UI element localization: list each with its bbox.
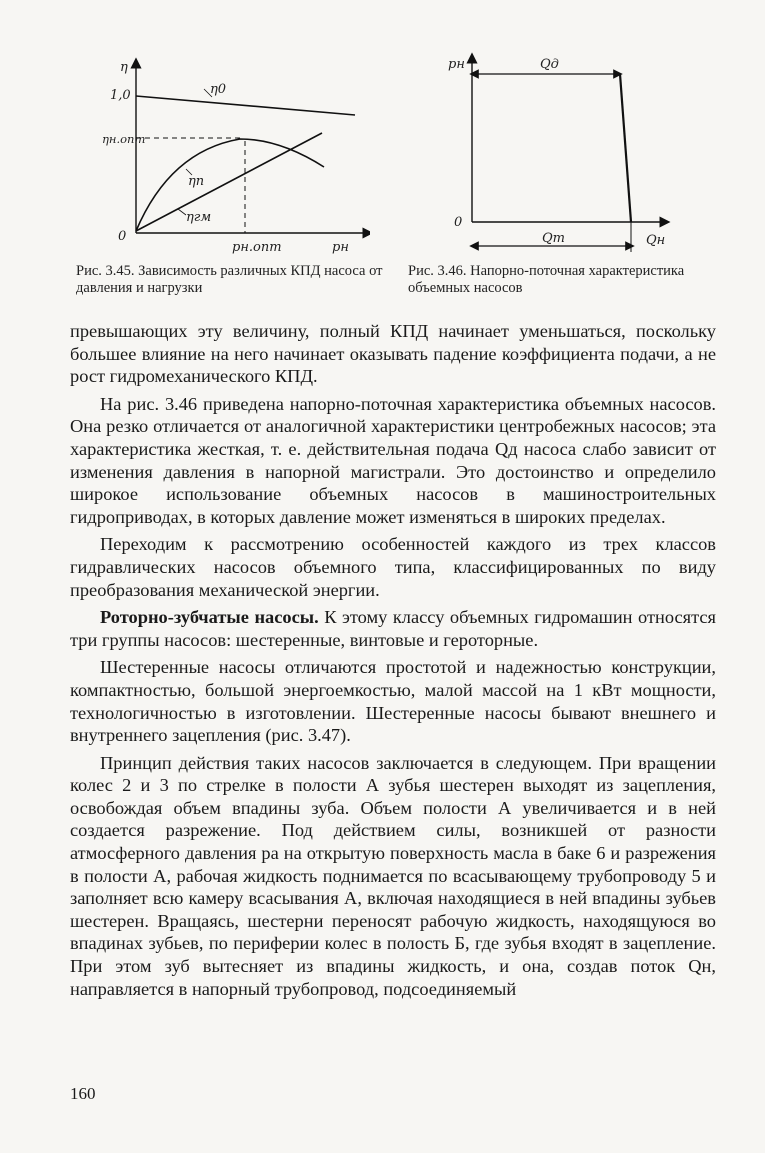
section-heading: Роторно-зубчатые насосы. <box>100 607 319 628</box>
paragraph: Переходим к рассмотрению особенностей каждого из трех классов гидравлических насосов объемного типа, классифицированных по виду преобразования механической энергии. <box>70 534 716 600</box>
tick-p-opt: pн.опт <box>232 240 282 255</box>
label-qd: Qд <box>540 57 559 72</box>
label-qt: Qт <box>542 231 565 246</box>
page-number: 160 <box>70 1084 96 1103</box>
curve-eta0 <box>136 96 355 115</box>
label-eta0: η0 <box>210 82 227 97</box>
y-axis-label: η <box>120 60 128 75</box>
paragraph: Принцип действия таких насосов заключается в следующем. При вращении колес 2 и 3 по стрелке в полости А зубья шестерен выходят из зацепления, освобождая объем впадины зуба. Объем полости А увеличивается и в ней создается разрежение. Под действием силы, возникшей от разности атмосферного давления pа на открытую поверхность масла в баке 6 и разрежения в полости А, рабочая жидкость поднимается по всасывающему трубопроводу 5 и заполняет всю камеру всасывания А, включая находящиеся в ней впадины зубьев шестерен. Вращаясь, шестерни переносят рабочую жидкость, находящуюся во впадинах зубьев, по периферии колес в полость Б, где зубья входят в зацепление. При этом зуб вытесняет из впадины жидкость, и она, создав поток Qн, направляется в напорный трубопровод, подсоединяемый <box>70 752 716 999</box>
origin: 0 <box>118 229 127 244</box>
x-axis-label: pн <box>332 240 349 255</box>
figure-3-46 <box>440 50 680 265</box>
efficiency-chart <box>100 55 370 260</box>
characteristic-line <box>620 74 631 222</box>
paragraph: Роторно-зубчатые насосы. К этому классу объемных гидромашин относятся три группы насосов: шестеренные, винтовые и героторные. <box>70 607 716 650</box>
figure-3-45 <box>100 55 370 260</box>
body-text <box>70 320 716 1000</box>
figure-3-46-caption: Рис. 3.46. Напорно-поточная характеристика объемных насосов <box>408 263 685 296</box>
label-etan: ηп <box>188 174 205 189</box>
paragraph: На рис. 3.46 приведена напорно-поточная характеристика объемных насосов. Она резко отличается от аналогичной характеристики центробежных насосов; эта характеристика жесткая, т. е. действительная подача Qд насоса слабо зависит от изменения давления в напорной магистрали. Это достоинство и определило широкое использование объемных насосов в машиностроительных гидроприводах, в которых давление может изменяться в широких пределах. <box>70 393 716 527</box>
figure-3-45-caption: Рис. 3.45. Зависимость различных КПД насоса от давления и нагрузки <box>76 263 383 296</box>
flow-pressure-chart <box>440 50 680 265</box>
tick-eta-opt: ηн.опт <box>102 132 146 146</box>
origin: 0 <box>454 215 463 230</box>
x-axis-label: Qн <box>646 233 666 248</box>
label-etagm: ηгм <box>186 210 212 225</box>
tick-one: 1,0 <box>110 88 131 103</box>
paragraph: Шестеренные насосы отличаются простотой и надежностью конструкции, компактностью, большой энергоемкостью, малой массой на 1 кВт мощности, технологичностью в изготовлении. Шестеренные насосы бывают внешнего и внутреннего зацепления (рис. 3.47). <box>70 657 716 746</box>
y-axis-label: pн <box>448 57 465 72</box>
paragraph: превышающих эту величину, полный КПД начинает уменьшаться, поскольку большее влияние на него начинает оказывать падение коэффициента подачи, а не рост гидромеханического КПД. <box>70 321 716 387</box>
curve-etagm <box>136 133 322 231</box>
curve-etan <box>136 139 324 231</box>
